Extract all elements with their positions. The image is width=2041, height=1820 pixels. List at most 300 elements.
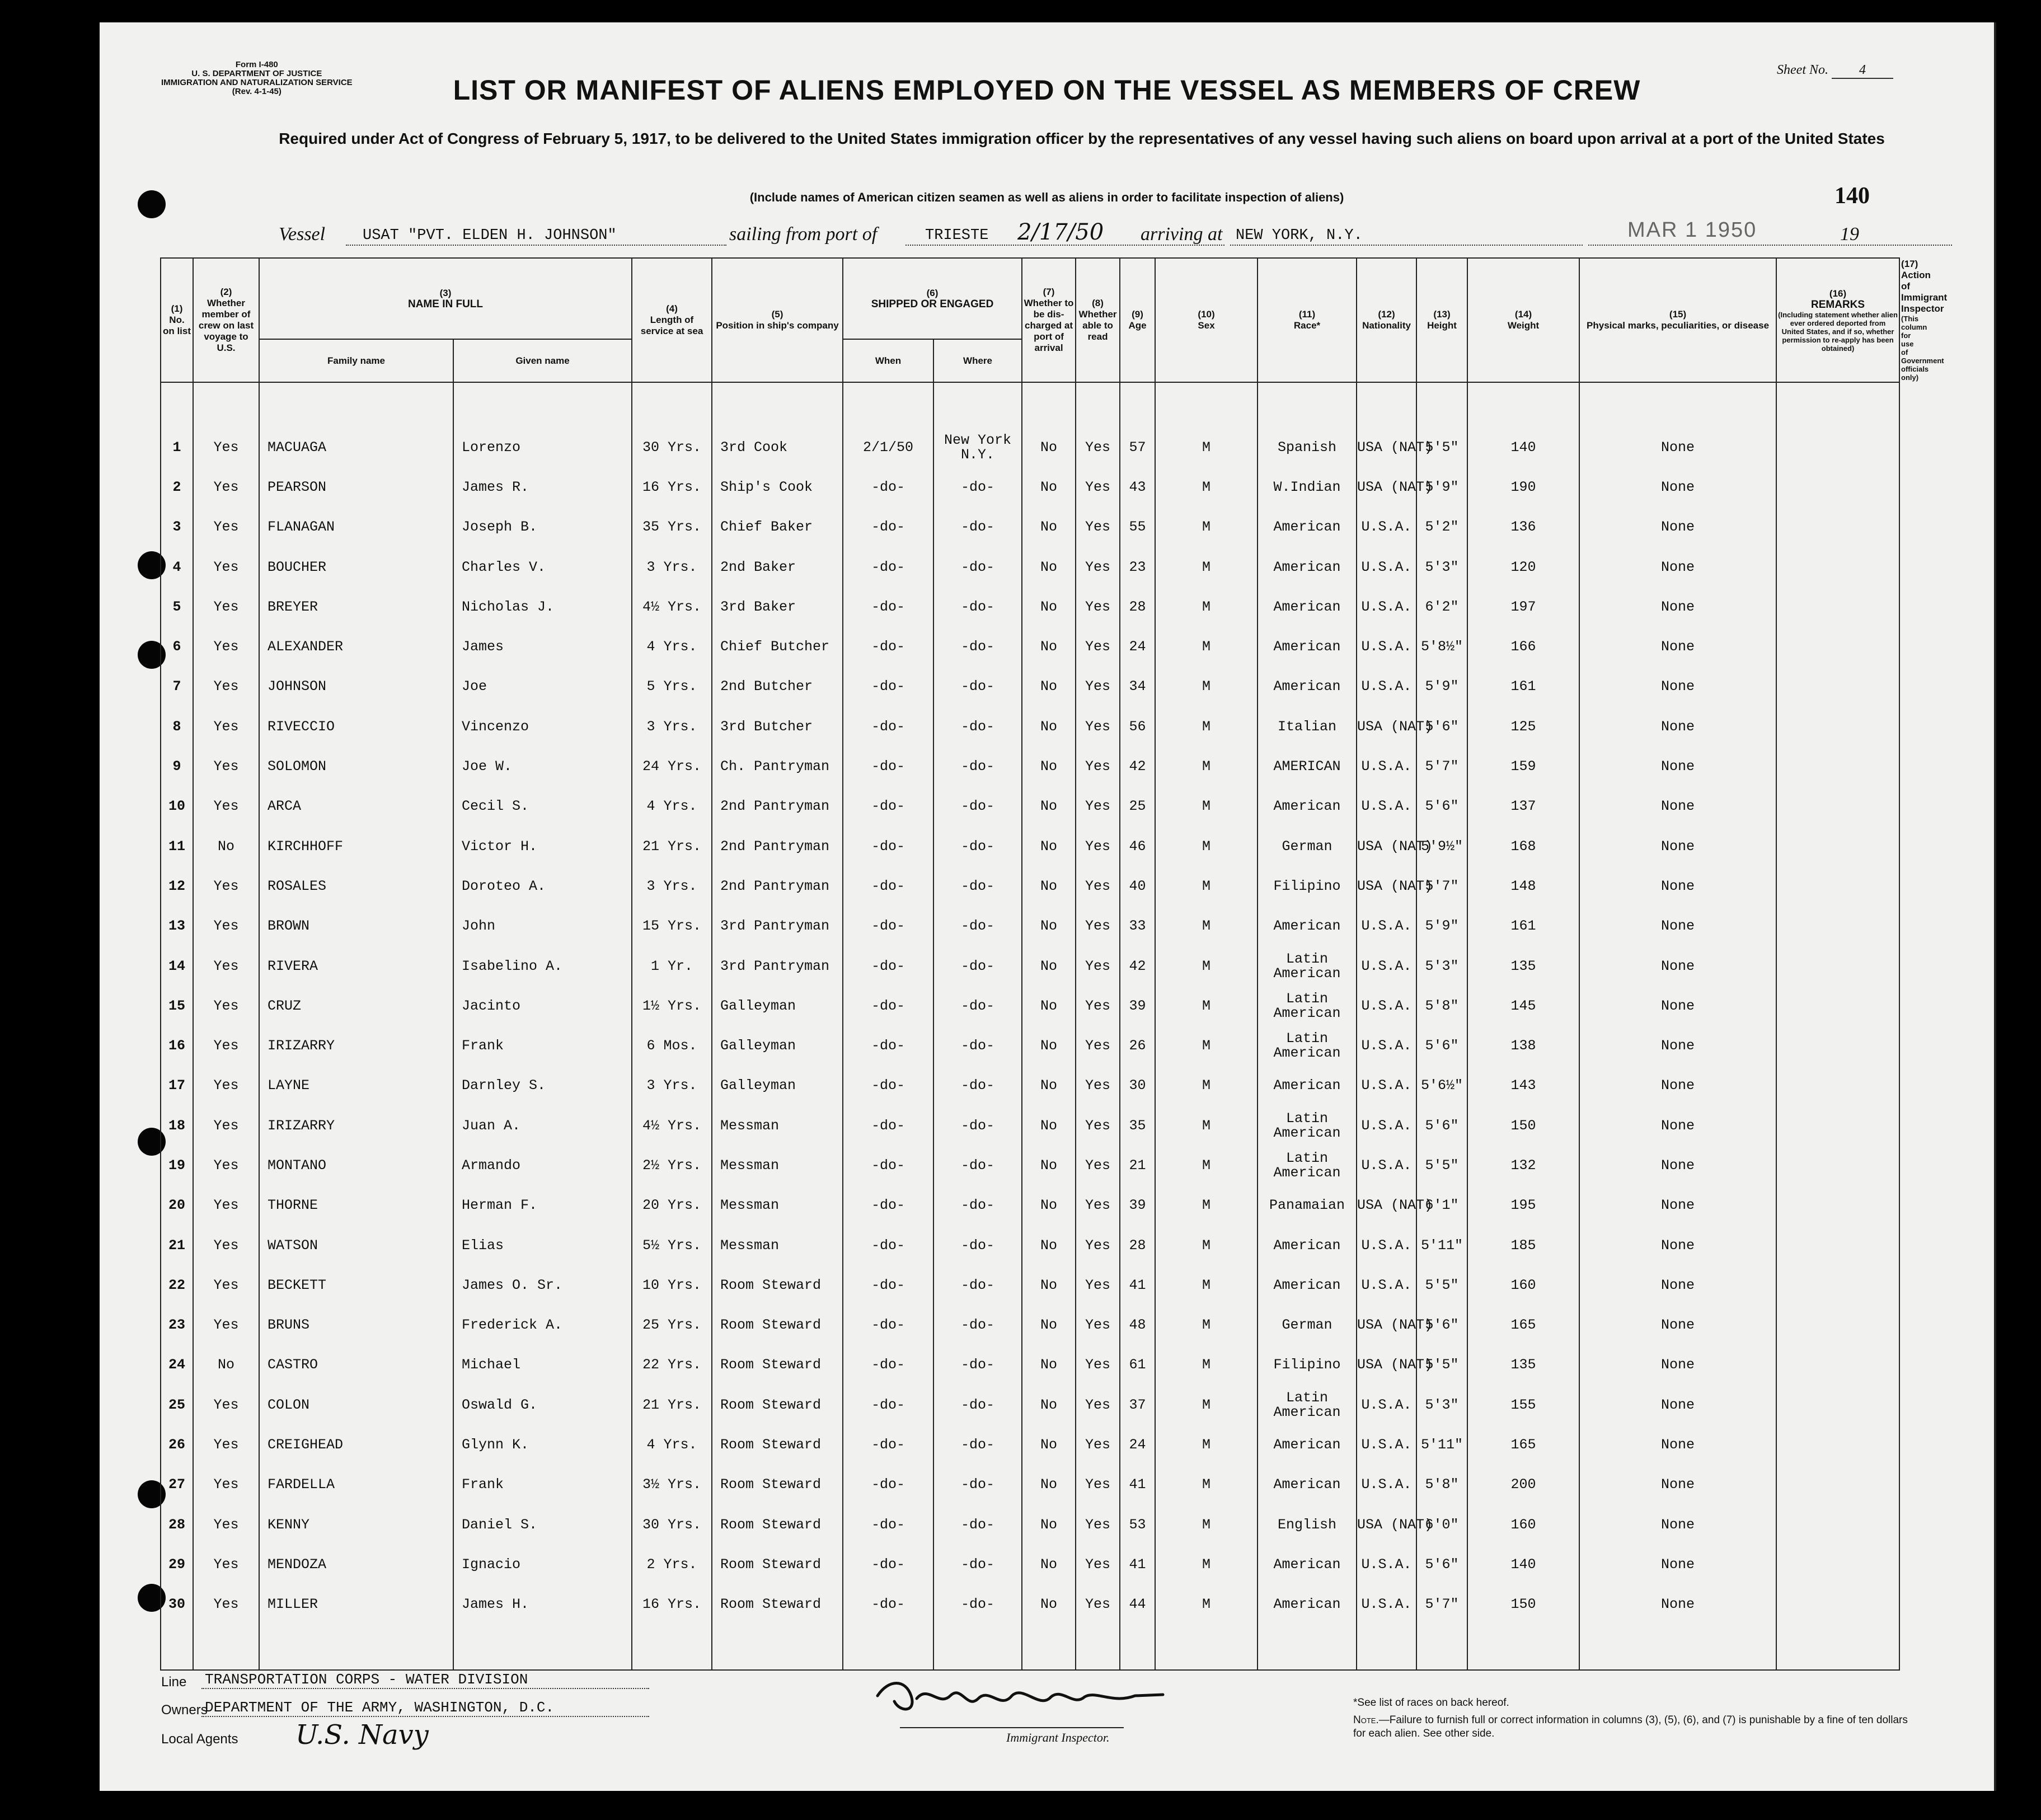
position-cell: Room Steward	[712, 1585, 843, 1625]
physical-marks-cell: None	[1579, 667, 1776, 707]
table-row	[161, 667, 1899, 707]
member-last-voyage-cell: Yes	[193, 467, 259, 507]
weight-cell: 160	[1467, 1505, 1579, 1545]
col-race: (11) Race*	[1258, 258, 1357, 382]
sex-cell: M	[1155, 1146, 1258, 1185]
shipped-when-cell: -do-	[843, 1306, 933, 1345]
weight-cell: 155	[1467, 1385, 1579, 1425]
race-cell: Filipino	[1258, 866, 1357, 906]
shipped-when-cell: -do-	[843, 1066, 933, 1106]
discharged-cell: No	[1022, 1465, 1076, 1505]
table-row	[161, 428, 1899, 467]
arriving-label: arriving at	[1141, 224, 1223, 245]
position-cell: Messman	[712, 1186, 843, 1226]
shipped-when-cell: -do-	[843, 467, 933, 507]
sex-cell: M	[1155, 508, 1258, 547]
position-cell: Messman	[712, 1226, 843, 1265]
given-name-cell: Oswald G.	[453, 1385, 632, 1425]
physical-marks-cell: None	[1579, 1345, 1776, 1385]
remarks-cell	[1776, 547, 1899, 587]
length-of-service-cell: 1 Yr.	[632, 946, 712, 986]
weight-cell: 138	[1467, 1026, 1579, 1066]
race-cell: American	[1258, 787, 1357, 827]
height-cell: 5'7"	[1416, 866, 1467, 906]
race-cell: American	[1258, 1465, 1357, 1505]
physical-marks-cell: None	[1579, 547, 1776, 587]
length-of-service-cell: 2 Yrs.	[632, 1545, 712, 1584]
race-cell: German	[1258, 827, 1357, 866]
family-name-cell: CREIGHEAD	[259, 1425, 453, 1465]
length-of-service-cell: 6 Mos.	[632, 1026, 712, 1066]
physical-marks-cell: None	[1579, 827, 1776, 866]
weight-cell: 161	[1467, 907, 1579, 946]
race-cell: American	[1258, 508, 1357, 547]
able-to-read-cell: Yes	[1076, 827, 1120, 866]
member-last-voyage-cell: Yes	[193, 587, 259, 627]
physical-marks-cell: None	[1579, 1306, 1776, 1345]
sex-cell: M	[1155, 707, 1258, 747]
position-cell: Chief Butcher	[712, 627, 843, 667]
age-cell: 35	[1120, 1106, 1155, 1146]
shipped-when-cell: -do-	[843, 787, 933, 827]
row-number-cell: 12	[161, 866, 193, 906]
shipped-where-cell: -do-	[933, 1345, 1022, 1385]
shipped-where-cell: -do-	[933, 1265, 1022, 1305]
remarks-cell	[1776, 1106, 1899, 1146]
col-weight: (14) Weight	[1467, 258, 1579, 382]
age-cell: 39	[1120, 986, 1155, 1026]
remarks-cell	[1776, 747, 1899, 786]
height-cell: 5'6"	[1416, 1026, 1467, 1066]
member-last-voyage-cell: No	[193, 1345, 259, 1385]
shipped-where-cell: -do-	[933, 866, 1022, 906]
weight-cell: 150	[1467, 1585, 1579, 1625]
remarks-cell	[1776, 587, 1899, 627]
weight-cell: 197	[1467, 587, 1579, 627]
member-last-voyage-cell: Yes	[193, 866, 259, 906]
given-name-cell: James R.	[453, 467, 632, 507]
given-name-cell: Charles V.	[453, 547, 632, 587]
position-cell: 2nd Pantryman	[712, 866, 843, 906]
height-cell: 5'6½"	[1416, 1066, 1467, 1106]
race-cell: American	[1258, 1585, 1357, 1625]
length-of-service-cell: 3 Yrs.	[632, 547, 712, 587]
nationality-cell: USA (NAT)	[1357, 428, 1416, 467]
age-cell: 41	[1120, 1545, 1155, 1584]
family-name-cell: IRIZARRY	[259, 1026, 453, 1066]
nationality-cell: U.S.A.	[1357, 1066, 1416, 1106]
discharged-cell: No	[1022, 428, 1076, 467]
weight-cell: 143	[1467, 1066, 1579, 1106]
member-last-voyage-cell: Yes	[193, 1425, 259, 1465]
length-of-service-cell: 3½ Yrs.	[632, 1465, 712, 1505]
inspector-label: Immigrant Inspector.	[1006, 1730, 1110, 1744]
row-number-cell: 7	[161, 667, 193, 707]
family-name-cell: CRUZ	[259, 986, 453, 1026]
remarks-cell	[1776, 1385, 1899, 1425]
position-cell: Chief Baker	[712, 508, 843, 547]
sheet-number: Sheet No. 4	[1777, 63, 1893, 79]
race-cell: Latin American	[1258, 1146, 1357, 1185]
able-to-read-cell: Yes	[1076, 946, 1120, 986]
row-number-cell: 6	[161, 627, 193, 667]
member-last-voyage-cell: Yes	[193, 1465, 259, 1505]
length-of-service-cell: 30 Yrs.	[632, 1505, 712, 1545]
weight-cell: 166	[1467, 627, 1579, 667]
age-cell: 41	[1120, 1465, 1155, 1505]
sex-cell: M	[1155, 547, 1258, 587]
family-name-cell: FLANAGAN	[259, 508, 453, 547]
able-to-read-cell: Yes	[1076, 547, 1120, 587]
shipped-where-cell: New York N.Y.	[933, 428, 1022, 467]
length-of-service-cell: 5½ Yrs.	[632, 1226, 712, 1265]
discharged-cell: No	[1022, 1425, 1076, 1465]
family-name-cell: IRIZARRY	[259, 1106, 453, 1146]
sheet-number-value: 4	[1832, 63, 1893, 79]
given-name-cell: Frank	[453, 1026, 632, 1066]
member-last-voyage-cell: Yes	[193, 428, 259, 467]
table-row	[161, 827, 1899, 866]
length-of-service-cell: 22 Yrs.	[632, 1345, 712, 1385]
given-name-cell: Lorenzo	[453, 428, 632, 467]
col-physical-marks: (15) Physical marks, peculiarities, or disease	[1579, 258, 1776, 382]
race-cell: Italian	[1258, 707, 1357, 747]
shipped-when-cell: -do-	[843, 707, 933, 747]
member-last-voyage-cell: Yes	[193, 1066, 259, 1106]
able-to-read-cell: Yes	[1076, 667, 1120, 707]
able-to-read-cell: Yes	[1076, 1425, 1120, 1465]
col-when: When	[843, 339, 933, 382]
nationality-cell: U.S.A.	[1357, 1106, 1416, 1146]
physical-marks-cell: None	[1579, 1425, 1776, 1465]
remarks-cell	[1776, 1186, 1899, 1226]
shipped-when-cell: -do-	[843, 866, 933, 906]
age-cell: 53	[1120, 1505, 1155, 1545]
discharged-cell: No	[1022, 1066, 1076, 1106]
remarks-cell	[1776, 627, 1899, 667]
able-to-read-cell: Yes	[1076, 1265, 1120, 1305]
able-to-read-cell: Yes	[1076, 1026, 1120, 1066]
sex-cell: M	[1155, 747, 1258, 786]
row-number-cell: 16	[161, 1026, 193, 1066]
length-of-service-cell: 4½ Yrs.	[632, 587, 712, 627]
position-cell: Room Steward	[712, 1385, 843, 1425]
weight-cell: 137	[1467, 787, 1579, 827]
age-cell: 42	[1120, 946, 1155, 986]
row-number-cell: 27	[161, 1465, 193, 1505]
age-cell: 55	[1120, 508, 1155, 547]
family-name-cell: BOUCHER	[259, 547, 453, 587]
race-cell: American	[1258, 627, 1357, 667]
able-to-read-cell: Yes	[1076, 787, 1120, 827]
shipped-when-cell: -do-	[843, 747, 933, 786]
weight-cell: 185	[1467, 1226, 1579, 1265]
remarks-cell	[1776, 1345, 1899, 1385]
shipped-where-cell: -do-	[933, 747, 1022, 786]
length-of-service-cell: 5 Yrs.	[632, 667, 712, 707]
family-name-cell: ARCA	[259, 787, 453, 827]
col-name-in-full: (3) NAME IN FULL	[259, 258, 632, 339]
age-cell: 48	[1120, 1306, 1155, 1345]
shipped-when-cell: -do-	[843, 1345, 933, 1385]
physical-marks-cell: None	[1579, 508, 1776, 547]
length-of-service-cell: 21 Yrs.	[632, 1385, 712, 1425]
weight-cell: 120	[1467, 547, 1579, 587]
shipped-when-cell: -do-	[843, 1385, 933, 1425]
col-sex: (10) Sex	[1155, 258, 1258, 382]
family-name-cell: BECKETT	[259, 1265, 453, 1305]
able-to-read-cell: Yes	[1076, 907, 1120, 946]
given-name-cell: Joseph B.	[453, 508, 632, 547]
weight-cell: 125	[1467, 707, 1579, 747]
age-cell: 24	[1120, 1425, 1155, 1465]
age-cell: 33	[1120, 907, 1155, 946]
shipped-when-cell: -do-	[843, 1026, 933, 1066]
nationality-cell: USA (NAT)	[1357, 827, 1416, 866]
physical-marks-cell: None	[1579, 1385, 1776, 1425]
length-of-service-cell: 2½ Yrs.	[632, 1146, 712, 1185]
age-cell: 39	[1120, 1186, 1155, 1226]
discharged-cell: No	[1022, 1306, 1076, 1345]
vessel-label: Vessel	[279, 224, 326, 245]
row-number-cell: 21	[161, 1226, 193, 1265]
shipped-when-cell: -do-	[843, 1545, 933, 1584]
able-to-read-cell: Yes	[1076, 1106, 1120, 1146]
row-number-cell: 13	[161, 907, 193, 946]
length-of-service-cell: 21 Yrs.	[632, 827, 712, 866]
col-given-name: Given name	[453, 339, 632, 382]
nationality-cell: U.S.A.	[1357, 627, 1416, 667]
position-cell: Room Steward	[712, 1505, 843, 1545]
shipped-where-cell: -do-	[933, 1026, 1022, 1066]
height-cell: 5'2"	[1416, 508, 1467, 547]
able-to-read-cell: Yes	[1076, 707, 1120, 747]
length-of-service-cell: 4 Yrs.	[632, 627, 712, 667]
table-row	[161, 946, 1899, 986]
table-row	[161, 866, 1899, 906]
weight-cell: 145	[1467, 986, 1579, 1026]
weight-cell: 135	[1467, 946, 1579, 986]
length-of-service-cell: 3 Yrs.	[632, 866, 712, 906]
nationality-cell: U.S.A.	[1357, 946, 1416, 986]
member-last-voyage-cell: Yes	[193, 667, 259, 707]
able-to-read-cell: Yes	[1076, 1385, 1120, 1425]
discharged-cell: No	[1022, 1186, 1076, 1226]
remarks-cell	[1776, 946, 1899, 986]
sex-cell: M	[1155, 428, 1258, 467]
remarks-cell	[1776, 986, 1899, 1026]
remarks-cell	[1776, 508, 1899, 547]
inspector-signature	[872, 1657, 1185, 1735]
age-cell: 46	[1120, 827, 1155, 866]
remarks-cell	[1776, 1545, 1899, 1584]
weight-cell: 136	[1467, 508, 1579, 547]
height-cell: 5'7"	[1416, 1585, 1467, 1625]
table-row	[161, 547, 1899, 587]
position-cell: 2nd Baker	[712, 547, 843, 587]
shipped-where-cell: -do-	[933, 787, 1022, 827]
member-last-voyage-cell: Yes	[193, 1505, 259, 1545]
member-last-voyage-cell: Yes	[193, 1186, 259, 1226]
given-name-cell: Darnley S.	[453, 1066, 632, 1106]
row-number-cell: 15	[161, 986, 193, 1026]
remarks-cell	[1776, 428, 1899, 467]
remarks-cell	[1776, 1425, 1899, 1465]
length-of-service-cell: 24 Yrs.	[632, 747, 712, 786]
row-number-cell: 9	[161, 747, 193, 786]
position-cell: 3rd Cook	[712, 428, 843, 467]
physical-marks-cell: None	[1579, 1186, 1776, 1226]
row-number-cell: 28	[161, 1505, 193, 1545]
member-last-voyage-cell: Yes	[193, 1026, 259, 1066]
table-row	[161, 747, 1899, 786]
remarks-cell	[1776, 1146, 1899, 1185]
remarks-cell	[1776, 907, 1899, 946]
length-of-service-cell: 16 Yrs.	[632, 467, 712, 507]
height-cell: 5'5"	[1416, 1146, 1467, 1185]
position-cell: 3rd Pantryman	[712, 946, 843, 986]
col-age: (9) Age	[1120, 258, 1155, 382]
physical-marks-cell: None	[1579, 467, 1776, 507]
sex-cell: M	[1155, 1425, 1258, 1465]
fine-note: Note.—Failure to furnish full or correct information in columns (3), (5), (6), and (7) is punishable by a fine of ten dollars for each alien. See other side.	[1353, 1714, 1908, 1739]
row-number-cell: 24	[161, 1345, 193, 1385]
length-of-service-cell: 15 Yrs.	[632, 907, 712, 946]
row-number-cell: 17	[161, 1066, 193, 1106]
date-stamp: MAR 1 1950	[1627, 218, 1757, 242]
discharged-cell: No	[1022, 1385, 1076, 1425]
year-label: 19	[1840, 224, 1859, 245]
shipped-where-cell: -do-	[933, 627, 1022, 667]
given-name-cell: Ignacio	[453, 1545, 632, 1584]
family-name-cell: THORNE	[259, 1186, 453, 1226]
height-cell: 5'8½"	[1416, 627, 1467, 667]
remarks-cell	[1776, 1026, 1899, 1066]
table-header: (1) No. on list (2) Whether member of crew on last voyage to U.S. (3) NAME IN FULL (4) Length of service at sea (5) Position in ship's company (6) SHIPPED OR ENGAGED (7) Whether to be dis-charged at port of arrival (8) Whether able to read (9) Age (10) Sex (11) Race* (12) Nationality (13) Height (14) Weight (15) Physical marks, peculiarities, or disease (16) REMARKS (Including statement whether alien ever ordered deported from United States, and if so, whether permission to re-apply has been obtained) (17) Action of Immigrant Inspector (This column for use of Government officials only) Family name Given name When Where	[161, 258, 1899, 382]
nationality-cell: U.S.A.	[1357, 747, 1416, 786]
table-row	[161, 707, 1899, 747]
weight-cell: 140	[1467, 428, 1579, 467]
race-cell: English	[1258, 1505, 1357, 1545]
race-cell: Latin American	[1258, 1385, 1357, 1425]
row-number-cell: 4	[161, 547, 193, 587]
physical-marks-cell: None	[1579, 1465, 1776, 1505]
shipped-where-cell: -do-	[933, 1106, 1022, 1146]
nationality-cell: USA (NAT)	[1357, 1505, 1416, 1545]
discharged-cell: No	[1022, 1226, 1076, 1265]
sex-cell: M	[1155, 1465, 1258, 1505]
table-row	[161, 1066, 1899, 1106]
local-agents-handwritten: U.S. Navy	[295, 1719, 429, 1751]
family-name-cell: RIVECCIO	[259, 707, 453, 747]
shipped-when-cell: -do-	[843, 946, 933, 986]
shipped-where-cell: -do-	[933, 1066, 1022, 1106]
member-last-voyage-cell: Yes	[193, 1585, 259, 1625]
family-name-cell: KENNY	[259, 1505, 453, 1545]
table-row	[161, 1425, 1899, 1465]
family-name-cell: MILLER	[259, 1585, 453, 1625]
position-cell: Galleyman	[712, 986, 843, 1026]
table-body	[161, 382, 1899, 1670]
race-cell: American	[1258, 1545, 1357, 1584]
family-name-cell: ROSALES	[259, 866, 453, 906]
nationality-cell: USA (NAT)	[1357, 707, 1416, 747]
given-name-cell: Juan A.	[453, 1106, 632, 1146]
member-last-voyage-cell: Yes	[193, 707, 259, 747]
shipped-where-cell: -do-	[933, 1385, 1022, 1425]
given-name-cell: Herman F.	[453, 1186, 632, 1226]
age-cell: 37	[1120, 1385, 1155, 1425]
row-number-cell: 20	[161, 1186, 193, 1226]
sex-cell: M	[1155, 1026, 1258, 1066]
shipped-where-cell: -do-	[933, 1306, 1022, 1345]
row-number-cell: 1	[161, 428, 193, 467]
nationality-cell: U.S.A.	[1357, 508, 1416, 547]
shipped-where-cell: -do-	[933, 1146, 1022, 1185]
row-number-cell: 25	[161, 1385, 193, 1425]
height-cell: 5'8"	[1416, 1465, 1467, 1505]
age-cell: 30	[1120, 1066, 1155, 1106]
shipped-where-cell: -do-	[933, 547, 1022, 587]
table-row	[161, 1146, 1899, 1185]
remarks-cell	[1776, 787, 1899, 827]
discharged-cell: No	[1022, 946, 1076, 986]
race-cell: Latin American	[1258, 1106, 1357, 1146]
able-to-read-cell: Yes	[1076, 1545, 1120, 1584]
physical-marks-cell: None	[1579, 1545, 1776, 1584]
family-name-cell: ALEXANDER	[259, 627, 453, 667]
position-cell: 3rd Baker	[712, 587, 843, 627]
position-cell: Room Steward	[712, 1265, 843, 1305]
row-number-cell: 26	[161, 1425, 193, 1465]
sex-cell: M	[1155, 827, 1258, 866]
sex-cell: M	[1155, 1306, 1258, 1345]
shipped-when-cell: -do-	[843, 1226, 933, 1265]
height-cell: 5'5"	[1416, 1345, 1467, 1385]
col-family-name: Family name	[259, 339, 453, 382]
remarks-cell	[1776, 1585, 1899, 1625]
nationality-cell: U.S.A.	[1357, 1146, 1416, 1185]
row-number-cell: 23	[161, 1306, 193, 1345]
length-of-service-cell: 3 Yrs.	[632, 1066, 712, 1106]
shipped-where-cell: -do-	[933, 1186, 1022, 1226]
race-cell: American	[1258, 1265, 1357, 1305]
race-cell: W.Indian	[1258, 467, 1357, 507]
nationality-cell: U.S.A.	[1357, 907, 1416, 946]
nationality-cell: U.S.A.	[1357, 587, 1416, 627]
given-name-cell: Doroteo A.	[453, 866, 632, 906]
age-cell: 23	[1120, 547, 1155, 587]
member-last-voyage-cell: Yes	[193, 627, 259, 667]
table-row	[161, 1265, 1899, 1305]
sex-cell: M	[1155, 1186, 1258, 1226]
discharged-cell: No	[1022, 986, 1076, 1026]
race-cell: American	[1258, 547, 1357, 587]
position-cell: Room Steward	[712, 1425, 843, 1465]
race-cell: Panamaian	[1258, 1186, 1357, 1226]
family-name-cell: BROWN	[259, 907, 453, 946]
age-cell: 41	[1120, 1265, 1155, 1305]
discharged-cell: No	[1022, 1545, 1076, 1584]
race-cell: German	[1258, 1306, 1357, 1345]
age-cell: 56	[1120, 707, 1155, 747]
line-value: TRANSPORTATION CORPS - WATER DIVISION	[205, 1671, 528, 1688]
sex-cell: M	[1155, 1585, 1258, 1625]
family-name-cell: COLON	[259, 1385, 453, 1425]
family-name-cell: BREYER	[259, 587, 453, 627]
given-name-cell: James O. Sr.	[453, 1265, 632, 1305]
length-of-service-cell: 10 Yrs.	[632, 1265, 712, 1305]
